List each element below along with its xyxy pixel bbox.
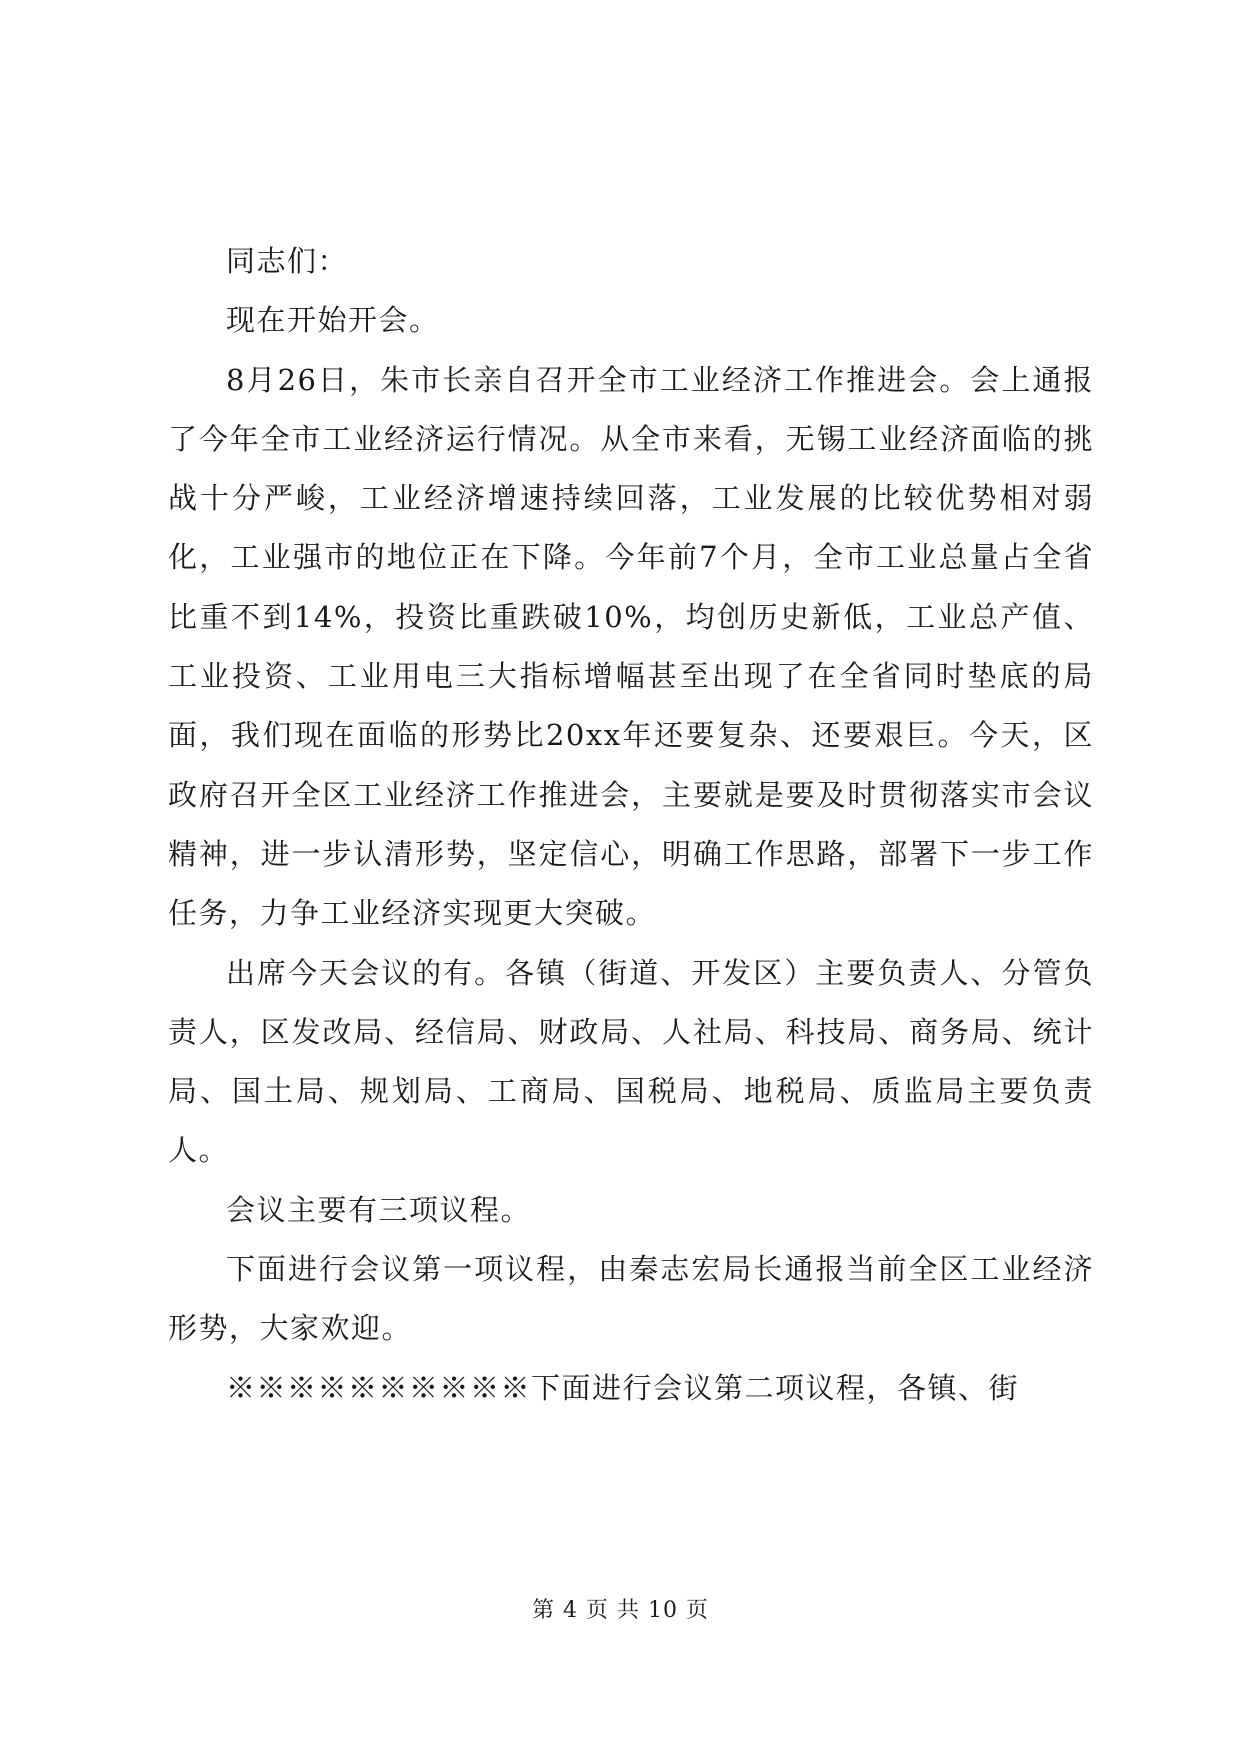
paragraph-agenda-item-1: 下面进行会议第一项议程，由秦志宏局长通报当前全区工业经济形势，大家欢迎。 [168,1252,1094,1346]
paragraph-attendees: 出席今天会议的有。各镇（街道、开发区）主要负责人、分管负责人，区发改局、经信局、财政局、人社局、科技局、商务局、统计局、国土局、规划局、工商局、国税局、地税局、质监局主要负责人。 [168,955,1094,1168]
paragraph-opening: 现在开始开会。 [226,303,440,338]
paragraph-agenda-item-2: ※※※※※※※※※※下面进行会议第二项议程，各镇、街 [226,1370,1020,1405]
page-number-footer: 第 4 页 共 10 页 [532,1598,709,1623]
document-body [168,232,1094,1418]
paragraph-agenda-count: 会议主要有三项议程。 [226,1192,532,1227]
paragraph-background: 8月26日，朱市长亲自召开全市工业经济工作推进会。会上通报了今年全市工业经济运行情况。从全市来看，无锡工业经济面临的挑战十分严峻，工业经济增速持续回落，工业发展的比较优势相对弱化，工业强市的地位正在下降。今年前7个月，全市工业总量占全省比重不到14%，投资比重跌破10%，均创历史新低，工业总产值、工业投资、工业用电三大指标增幅甚至出现了在全省同时垫底的局面，我们现在面临的形势比20xx年还要复杂、还要艰巨。今天，区政府召开全区工业经济工作推进会，主要就是要及时贯彻落实市会议精神，进一步认清形势，坚定信心，明确工作思路，部署下一步工作任务，力争工业经济实现更大突破。 [168,362,1094,931]
paragraph-greeting: 同志们： [226,244,349,278]
